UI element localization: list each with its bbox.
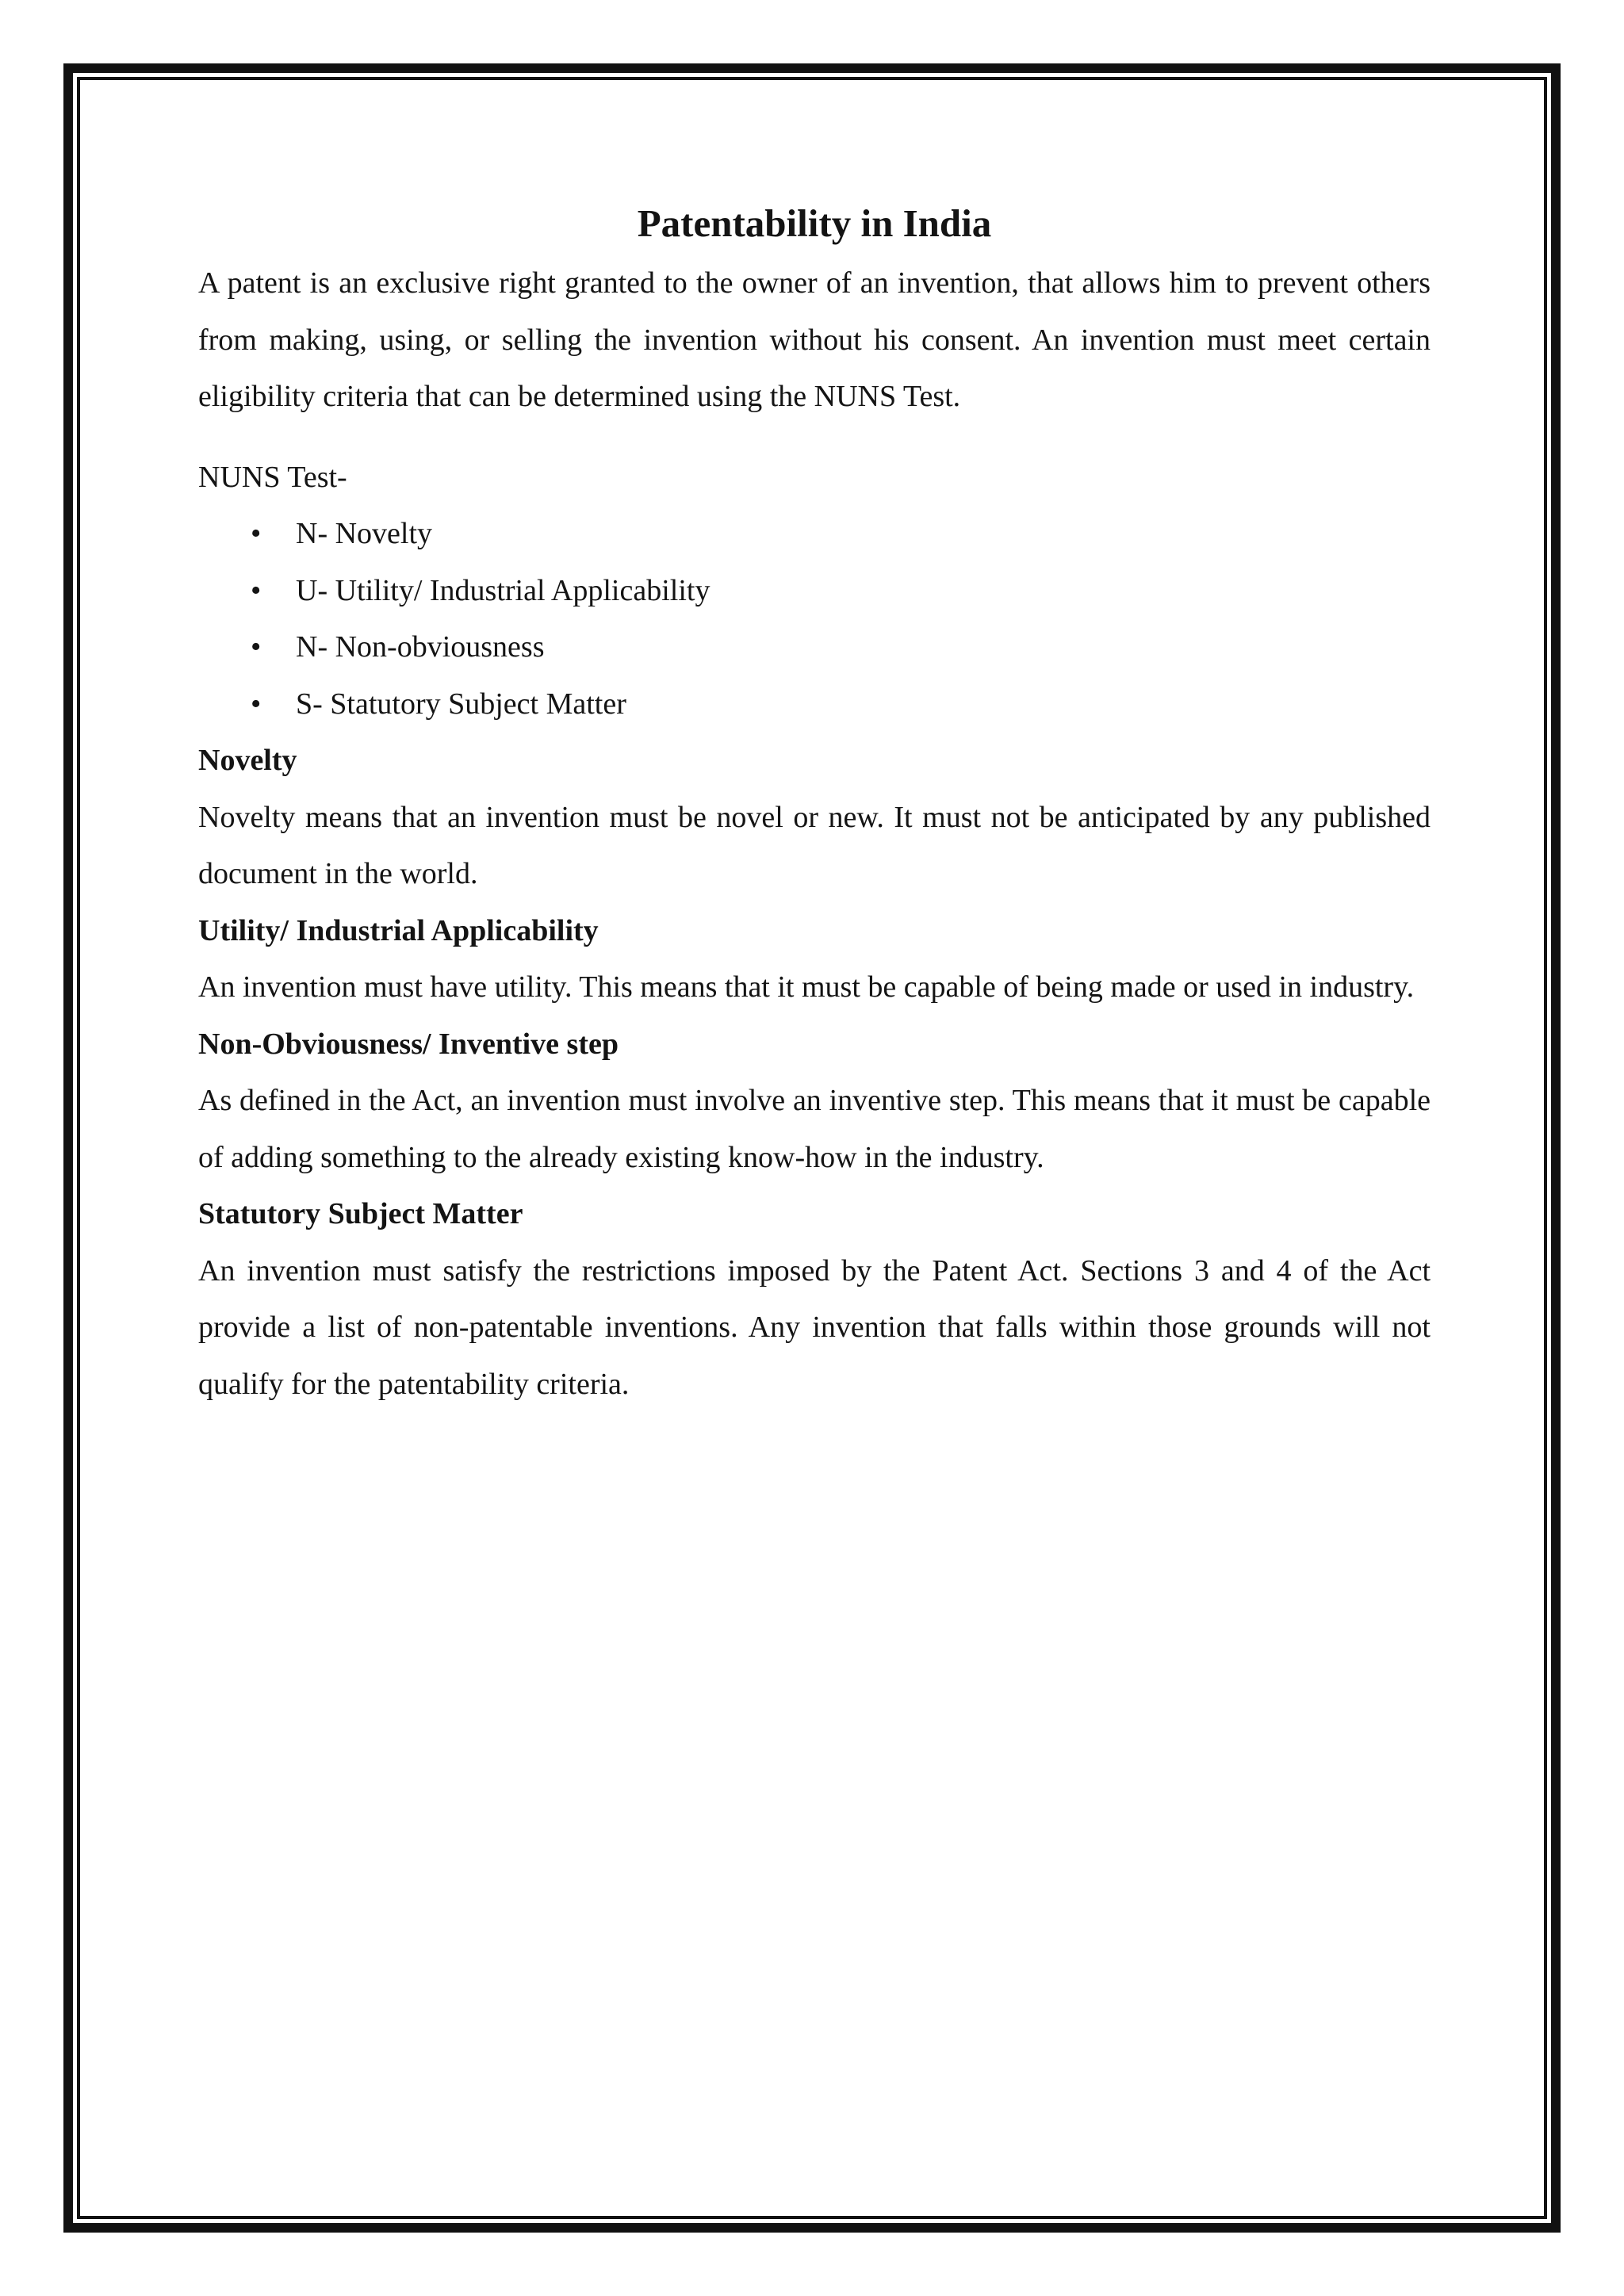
document-title: Patentability in India xyxy=(637,201,992,245)
document-body xyxy=(198,187,1431,1413)
bullet-icon: • xyxy=(251,517,262,550)
section-heading-non-obviousness: Non-Obviousness/ Inventive step xyxy=(198,1027,619,1061)
section-body-statutory-subject-matter: An invention must satisfy the restrictions imposed by the Patent Act. Sections 3 and 4 of the Act provide a list of non-patentable inventions. Any invention that falls within those grounds will not qualify for the patentability criteria. xyxy=(198,1253,1431,1401)
bullet-icon: • xyxy=(251,687,262,721)
list-item xyxy=(198,506,1431,563)
nuns-test-list xyxy=(198,506,1431,733)
list-item xyxy=(198,619,1431,676)
bullet-icon: • xyxy=(251,630,262,664)
section-body-novelty: Novelty means that an invention must be novel or new. It must not be anticipated by any published document in the world. xyxy=(198,800,1431,890)
section-body-utility: An invention must have utility. This means that it must be capable of being made or used in industry. xyxy=(198,970,1415,1004)
list-item-text: S- Statutory Subject Matter xyxy=(296,687,626,721)
section-heading-novelty: Novelty xyxy=(198,744,297,777)
list-item xyxy=(198,563,1431,620)
section-heading-statutory-subject-matter: Statutory Subject Matter xyxy=(198,1197,523,1230)
list-item-text: N- Novelty xyxy=(296,517,433,550)
list-item-text: N- Non-obviousness xyxy=(296,630,545,664)
nuns-test-label: NUNS Test- xyxy=(198,460,347,494)
intro-paragraph: A patent is an exclusive right granted to the owner of an invention, that allows him to prevent others from making, using, or selling the invention without his consent. An invention must meet certain eligibility criteria that can be determined using the NUNS Test. xyxy=(198,266,1431,413)
section-heading-utility: Utility/ Industrial Applicability xyxy=(198,913,599,947)
list-item-text: U- Utility/ Industrial Applicability xyxy=(296,573,710,607)
section-body-non-obviousness: As defined in the Act, an invention must involve an inventive step. This means that it must be capable of adding something to the already existing know-how in the industry. xyxy=(198,1084,1431,1174)
bullet-icon: • xyxy=(251,573,262,607)
list-item xyxy=(198,676,1431,733)
